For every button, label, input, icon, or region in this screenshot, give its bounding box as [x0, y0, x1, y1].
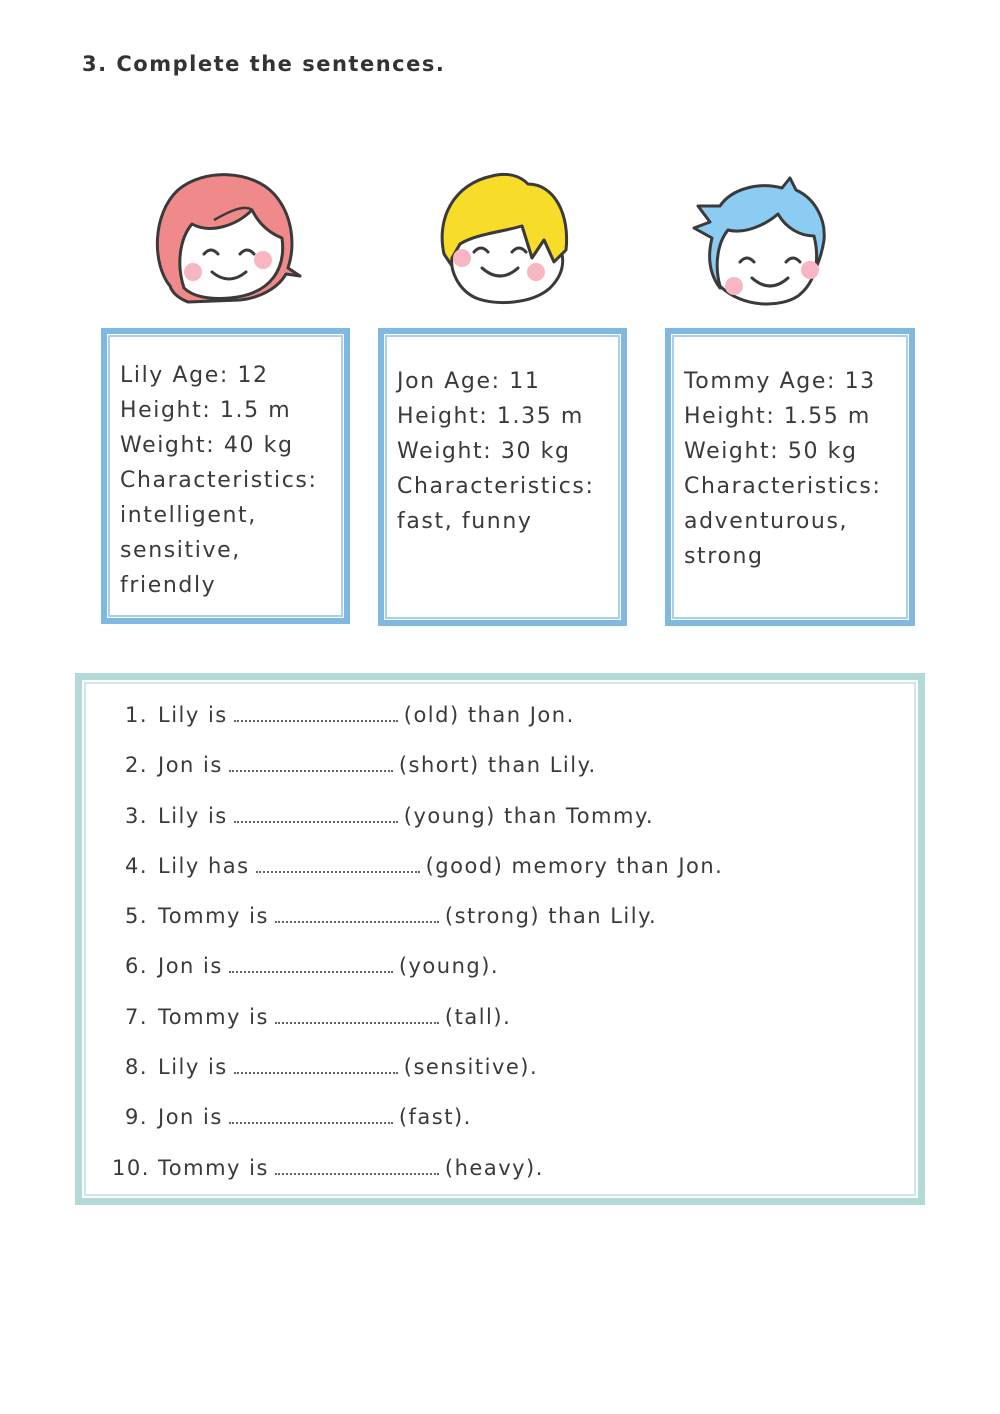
- exercise-number: 6.: [124, 954, 148, 979]
- exercise-item: [112, 895, 723, 945]
- exercise-text-before: Lily has: [158, 853, 250, 878]
- profile-line: intelligent,: [120, 503, 257, 528]
- answer-blank[interactable]: [234, 706, 398, 722]
- profile-line: sensitive,: [120, 538, 241, 563]
- exercise-text-before: Lily is: [158, 703, 228, 727]
- exercise-number: 2.: [124, 753, 148, 778]
- lily-face-icon: [148, 168, 304, 308]
- exercise-text-after: (good) memory than Jon.: [425, 853, 724, 878]
- exercise-number: 5.: [124, 904, 148, 929]
- exercise-text-before: Lily is: [158, 1055, 228, 1080]
- exercise-item: [112, 945, 723, 995]
- exercise-number: 8.: [124, 1055, 148, 1080]
- profile-line: Weight: 50 kg: [684, 439, 858, 464]
- exercise-text-after: (heavy).: [444, 1155, 544, 1180]
- exercise-text-before: Lily is: [158, 803, 228, 828]
- exercise-text-before: Tommy is: [158, 1155, 269, 1180]
- profile-line: Weight: 40 kg: [120, 433, 294, 458]
- profile-line: friendly: [120, 573, 217, 598]
- exercise-item: [112, 996, 723, 1046]
- exercise-text-after: (fast).: [398, 1105, 472, 1130]
- profile-line: Height: 1.5 m: [120, 398, 292, 423]
- answer-blank[interactable]: [229, 957, 393, 973]
- answer-blank[interactable]: [229, 756, 393, 772]
- tommy-face-icon: [690, 176, 830, 310]
- profile-line: Characteristics:: [684, 474, 882, 499]
- profile-line: Height: 1.55 m: [684, 404, 871, 429]
- exercise-number: 10.: [112, 1155, 150, 1180]
- answer-blank[interactable]: [275, 907, 439, 923]
- lily-profile-card: [101, 328, 350, 624]
- profile-line: Characteristics:: [120, 468, 318, 493]
- profile-line: Tommy Age: 13: [684, 369, 876, 394]
- exercise-item: [112, 1096, 723, 1146]
- exercise-text-after: (old) than Jon.: [403, 703, 575, 727]
- answer-blank[interactable]: [234, 1058, 398, 1074]
- exercise-number: 1.: [124, 703, 148, 727]
- profile-line: Characteristics:: [397, 474, 595, 499]
- tommy-profile-card: [665, 328, 915, 626]
- profile-line: fast, funny: [397, 509, 533, 534]
- exercise-text-after: (strong) than Lily.: [444, 904, 658, 929]
- exercise-number: 3.: [124, 803, 148, 828]
- exercise-text-after: (young).: [398, 954, 500, 979]
- exercise-text-before: Tommy is: [158, 1004, 269, 1029]
- exercise-text-after: (tall).: [444, 1004, 512, 1029]
- exercise-text-before: Jon is: [158, 954, 223, 979]
- answer-blank[interactable]: [229, 1108, 393, 1124]
- answer-blank[interactable]: [275, 1008, 439, 1024]
- exercise-text-after: (sensitive).: [403, 1055, 539, 1080]
- answer-blank[interactable]: [275, 1159, 439, 1175]
- jon-face-icon: [436, 170, 572, 310]
- jon-profile-card: [378, 328, 627, 626]
- exercise-text-after: (young) than Tommy.: [403, 803, 655, 828]
- answer-blank[interactable]: [256, 857, 420, 873]
- exercise-item: [112, 744, 723, 794]
- answer-blank[interactable]: [234, 807, 398, 823]
- exercise-number: 9.: [124, 1105, 148, 1130]
- exercise-item: [112, 1046, 723, 1096]
- exercise-text-before: Tommy is: [158, 904, 269, 929]
- exercise-item: [112, 694, 723, 744]
- exercise-text-after: (short) than Lily.: [398, 753, 597, 778]
- profile-line: Height: 1.35 m: [397, 404, 584, 429]
- profile-line: Lily Age: 12: [120, 363, 269, 388]
- profile-line: strong: [684, 544, 764, 569]
- exercise-list: [112, 694, 723, 1197]
- exercise-text-before: Jon is: [158, 1105, 223, 1130]
- exercise-item: [112, 1147, 723, 1197]
- profile-line: Weight: 30 kg: [397, 439, 571, 464]
- exercise-number: 4.: [124, 853, 148, 878]
- exercise-box: [75, 673, 925, 1205]
- exercise-number: 7.: [124, 1004, 148, 1029]
- exercise-text-before: Jon is: [158, 753, 223, 778]
- profile-line: Jon Age: 11: [397, 369, 541, 394]
- instruction-heading: 3. Complete the sentences.: [82, 52, 446, 76]
- exercise-item: [112, 795, 723, 845]
- profile-line: adventurous,: [684, 509, 849, 534]
- exercise-item: [112, 845, 723, 895]
